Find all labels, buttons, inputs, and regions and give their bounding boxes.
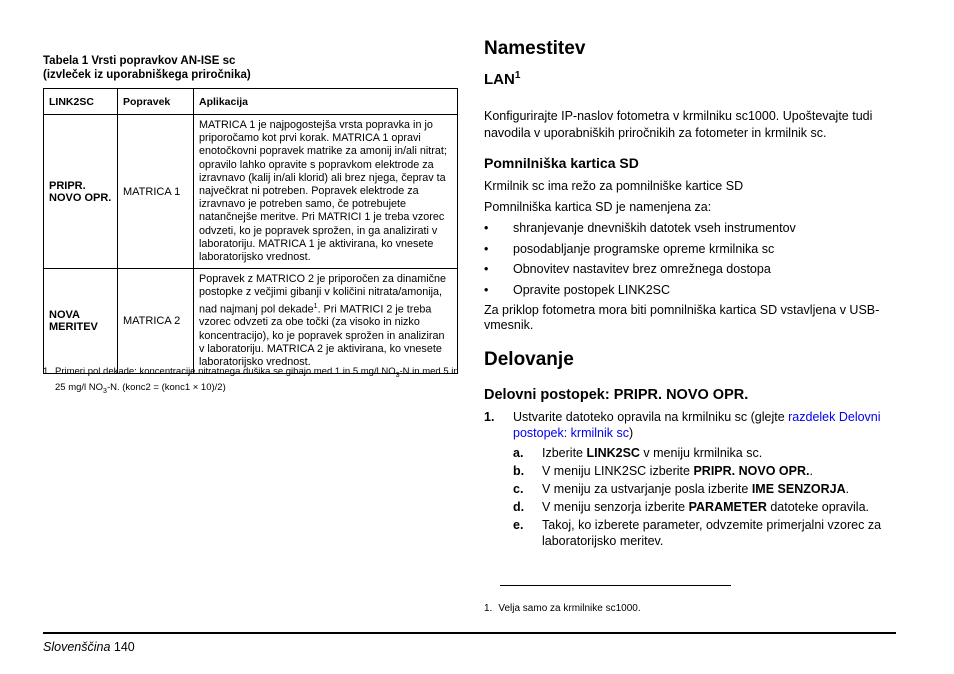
substep-bold: IME SENZORJA [751, 482, 846, 496]
footnote-part: Primeri pol dekade: koncentracije nitratnega dušika se gibajo med 1 in 5 mg/l NO [55, 366, 396, 377]
heading-procedure: Delovni postopek: PRIPR. NOVO OPR. [484, 387, 749, 403]
footer-page-number: 140 [113, 640, 135, 654]
bullet-icon: • [484, 241, 489, 256]
substep-text [542, 464, 813, 480]
aplikacija-text-b: . Pri MATRICI 2 je treba vzorec odvzeti za obe točki (za visoko in nizko koncentracijo), ko je popravek sprožen in analiziran v laboratoriju. MATRICA 2 je aktivirana, ko vnesete laboratorijsko vrednost. [199, 303, 445, 369]
bullet-icon: • [484, 221, 489, 235]
table-footnote-number: 1 [43, 366, 49, 377]
sd-paragraph-1: Krmilnik sc ima režo za pomnilniške kartice SD [484, 179, 744, 193]
sd-paragraph-2: Pomnilniška kartica SD je namenjena za: [484, 200, 712, 214]
bullet-icon: • [484, 262, 489, 276]
footnote-ref: 1 [313, 302, 318, 310]
list-item-text: Obnovitev nastavitev brez omrežnega dostopa [513, 262, 771, 276]
substep-text-part: V meniju senzorja izberite [542, 500, 689, 514]
step-number: 1. [484, 410, 495, 424]
substep-letter: a. [513, 446, 524, 460]
substep-text [542, 446, 762, 462]
substep-text [542, 482, 849, 498]
list-item [484, 241, 904, 257]
substep-text [542, 518, 904, 549]
page-footnote-text: Velja samo za krmilnike sc1000. [498, 603, 641, 614]
substep-text-part: Takoj, ko izberete parameter, odvzemite primerjalni vzorec za laboratorijsko meritev. [542, 518, 882, 548]
cell-link2sc: NOVA MERITEV [44, 269, 118, 374]
substep-a [513, 446, 904, 462]
substep-letter: d. [513, 500, 525, 514]
substep-text-part: V meniju za ustvarjanje posla izberite [542, 482, 752, 496]
step-text [513, 410, 904, 441]
aplikacija-text-a: Popravek z MATRICO 2 je priporočen za dinamične postopke z večjimi gibanji v količini nitrata/amonija, nad najmanj pol dekade [199, 273, 447, 316]
table-caption-subtitle: (izvleček iz uporabniškega priročnika) [43, 69, 251, 81]
substep-bold: LINK2SC [586, 446, 640, 460]
table-caption-title: Tabela 1 Vrsti popravkov AN-ISE sc [43, 55, 236, 67]
substep-letter: e. [513, 518, 524, 532]
heading-sd-card: Pomnilniška kartica SD [484, 155, 639, 171]
step-text-part: ) [629, 425, 634, 440]
heading-delovanje: Delovanje [484, 349, 574, 370]
substep-text-part: v meniju krmilnika sc. [639, 446, 763, 460]
table-footnote-text [55, 366, 463, 398]
correction-types-table [43, 88, 458, 374]
operation-procedure-link[interactable]: razdelek Delovni postopek: krmilnik sc [513, 410, 881, 440]
heading-lan-text: LAN [484, 71, 515, 88]
header-popravek: Popravek [118, 89, 194, 115]
substep-text-part: datoteke opravila. [766, 500, 870, 514]
substep-letter: c. [513, 482, 524, 496]
table-footnote [43, 366, 463, 398]
substep-d [513, 500, 904, 516]
header-aplikacija: Aplikacija [194, 89, 458, 115]
footer-divider [43, 632, 896, 634]
substep-letter: b. [513, 464, 525, 478]
page-footer [43, 640, 135, 654]
page-footnote [484, 603, 641, 614]
cell-link2sc: PRIPR. NOVO OPR. [44, 115, 118, 269]
list-item-text: shranjevanje dnevniških datotek vseh instrumentov [513, 221, 796, 235]
footer-language: Slovenščina [43, 640, 111, 654]
lan-paragraph: Konfigurirajte IP-naslov fotometra v krmilniku sc1000. Upoštevajte tudi navodila v uporabniških priročnikih za fotometer in krmilnik sc. [484, 109, 873, 140]
heading-namestitev: Namestitev [484, 38, 586, 59]
sd-paragraph-3: Za priklop fotometra mora biti pomnilniška kartica SD vstavljena v USB-vmesnik. [484, 303, 880, 332]
footnote-part: -N. (konc2 = (konc1 × 10)/2) [106, 381, 226, 393]
substep-c [513, 482, 904, 498]
substep-text [542, 500, 869, 516]
heading-lan-footnote-ref: 1 [514, 70, 521, 81]
footnote-subscript: 3 [103, 387, 107, 395]
sd-bullet-list [484, 220, 904, 298]
footnote-subscript: 3 [395, 371, 400, 379]
table-caption [43, 54, 463, 82]
step-text-part: Ustvarite datoteko opravila na krmilniku sc (glejte [513, 410, 789, 424]
list-item [484, 261, 904, 277]
table-row [44, 269, 458, 374]
substep-b [513, 464, 904, 480]
substep-bold: PRIPR. NOVO OPR. [693, 464, 810, 478]
substep-text-part: V meniju LINK2SC izberite [542, 464, 694, 478]
table-header-row [44, 89, 458, 115]
cell-aplikacija [194, 269, 458, 374]
list-item [484, 282, 904, 298]
substep-text-part: Izberite [542, 446, 587, 460]
list-item [484, 220, 904, 236]
page-footnote-number: 1. [484, 603, 493, 614]
cell-aplikacija: MATRICA 1 je najpogostejša vrsta popravka in jo priporočamo kot prvi korak. MATRICA 1 opravi enotočkovni popravek matrike za amonij in/ali nitrat; opravilo lahko opravite s popravkom elektrode za izravnavo (kalij in/ali klorid) ali brez njega, čeprav ta največkrat ni potreben. Popravek elektrode za izravnavo je potreben samo, če potrebujete natančnejše meritve. Pri MATRICI 1 je treba vzorec odvzeti, ko je popravek sprožen, in ga analizirati v laboratoriju. MATRICA 1 je aktivirana, ko vnesete laboratorijsko vrednost. [194, 115, 458, 269]
table-row [44, 115, 458, 269]
bullet-icon: • [484, 282, 489, 297]
header-link2sc: LINK2SC [44, 89, 118, 115]
heading-lan [484, 70, 904, 88]
substep-text-part: . [845, 482, 850, 496]
list-item-text: posodabljanje programske opreme krmilnika sc [513, 241, 775, 256]
cell-popravek: MATRICA 1 [118, 115, 194, 269]
footnote-part: -N in med 5 in 25 mg/l NO [55, 366, 459, 393]
cell-popravek: MATRICA 2 [118, 269, 194, 374]
substep-bold: PARAMETER [688, 500, 767, 514]
procedure-steps [484, 410, 904, 549]
step-1 [484, 410, 904, 441]
list-item-text: Opravite postopek LINK2SC [513, 282, 671, 297]
substep-text-part: . [809, 464, 813, 478]
footnote-divider [500, 585, 731, 586]
substep-e [513, 518, 904, 549]
